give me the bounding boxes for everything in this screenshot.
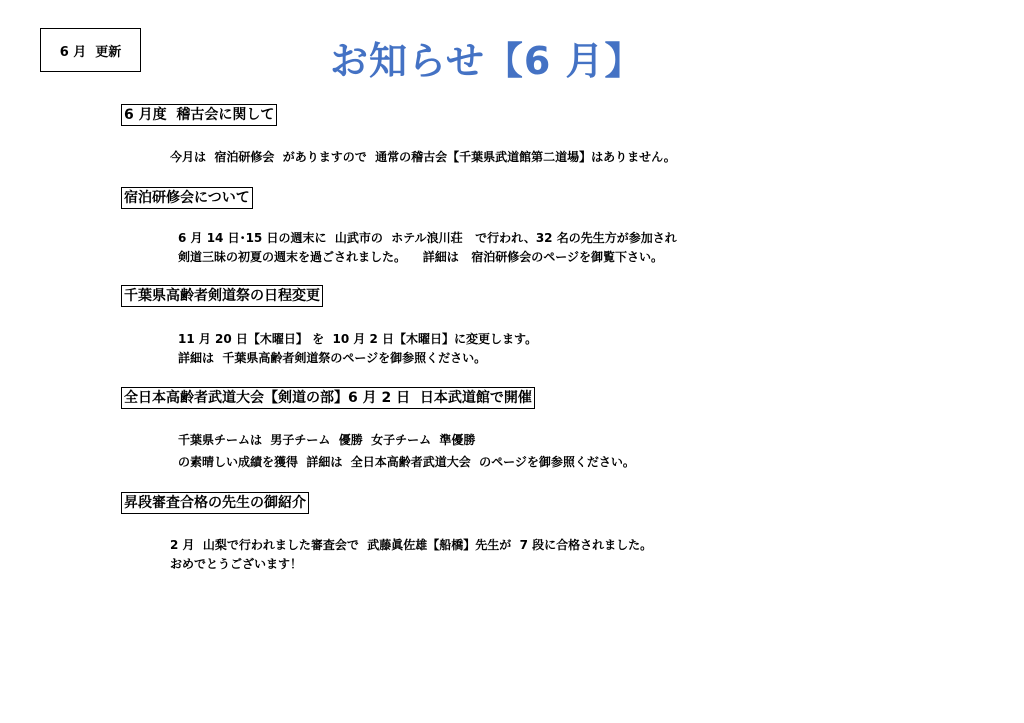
section-heading-shodan: 昇段審査合格の先生の御紹介	[121, 492, 309, 514]
section-text-line: 詳細は 千葉県高齢者剣道祭のページを御参照ください。	[178, 351, 487, 365]
section-text-line: 6 月 14 日･15 日の週末に 山武市の ホテル浪川荘 で行われ、32 名の先生方が参加され	[178, 231, 677, 245]
section-text-line: 2 月 山梨で行われました審査会で 武藤眞佐雄【船橋】先生が 7 段に合格されました。	[170, 538, 653, 552]
section-heading-keikokai: 6 月度 稽古会に関して	[121, 104, 277, 126]
section-heading-shukuhaku: 宿泊研修会について	[121, 187, 253, 209]
section-text-line: 今月は 宿泊研修会 がありますので 通常の稽古会【千葉県武道館第二道場】はありません。	[170, 150, 676, 164]
section-heading-budo-taikai: 全日本高齢者武道大会【剣道の部】6 月 2 日 日本武道館で開催	[121, 387, 535, 409]
page-title: お知らせ【6 月】	[330, 39, 644, 83]
section-text-line: 千葉県チームは 男子チーム 優勝 女子チーム 準優勝	[178, 433, 476, 447]
section-text-line: 剣道三昧の初夏の週末を過ごされました。 詳細は 宿泊研修会のページを御覧下さい。	[178, 250, 664, 264]
section-text-line: の素晴しい成績を獲得 詳細は 全日本高齢者武道大会 のページを御参照ください。	[178, 455, 635, 469]
section-heading-kendosai: 千葉県高齢者剣道祭の日程変更	[121, 285, 323, 307]
section-text-line: おめでとうございます！	[170, 557, 303, 571]
section-text-line: 11 月 20 日【木曜日】 を 10 月 2 日【木曜日】に変更します。	[178, 332, 538, 346]
update-label: 6 月 更新	[40, 28, 141, 72]
